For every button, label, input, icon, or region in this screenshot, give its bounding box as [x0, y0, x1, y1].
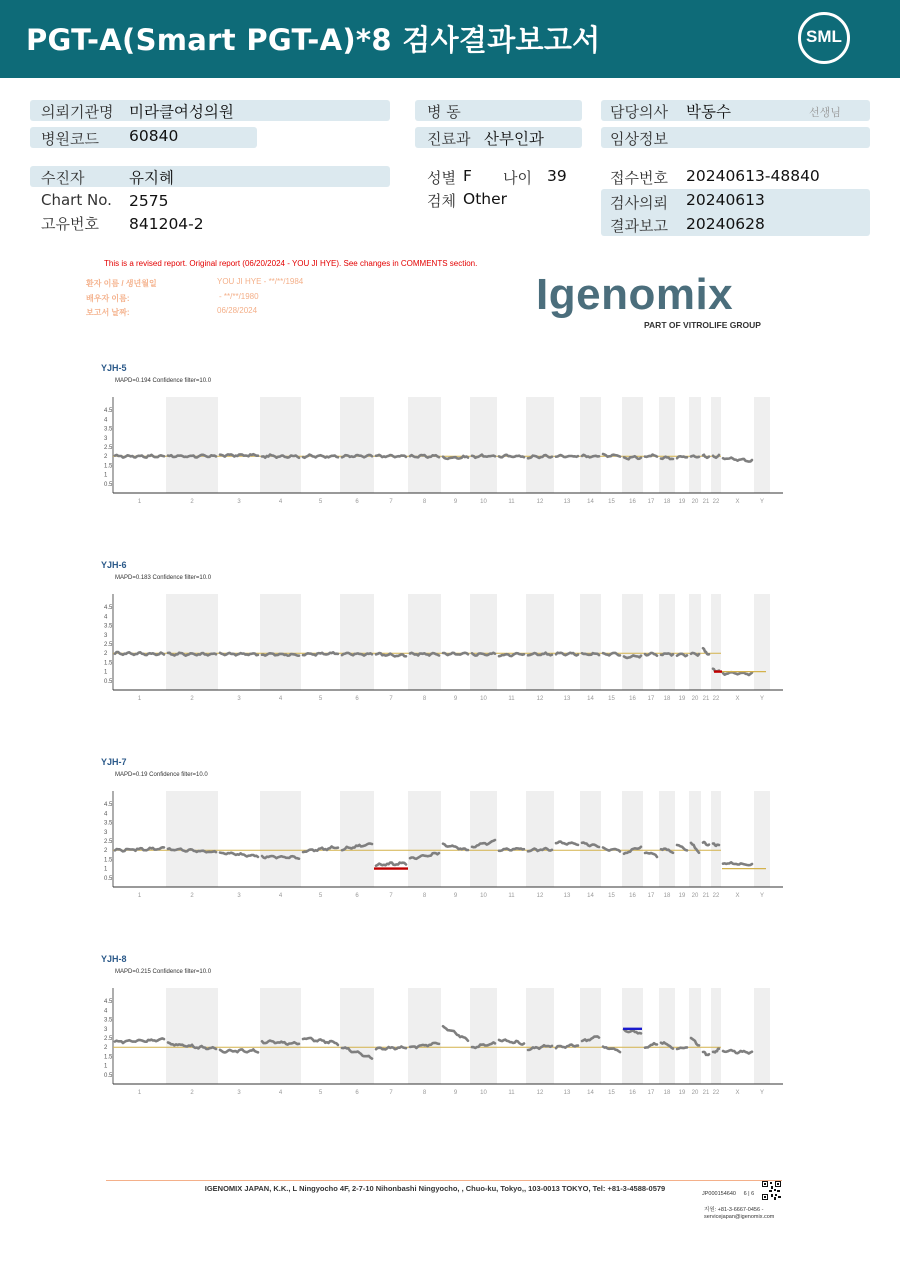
x-tick-label: 14 — [587, 893, 594, 899]
x-tick-label: 17 — [647, 696, 655, 702]
y-tick-label: 1 — [104, 472, 108, 479]
cnv-points-chr-19 — [677, 456, 687, 458]
cnv-points-chr-7 — [376, 863, 406, 866]
y-tick-label: 3 — [104, 829, 108, 836]
y-tick-label: 2 — [104, 651, 108, 658]
cnv-points-chr-11 — [499, 1040, 524, 1045]
y-tick-label: 4.5 — [104, 999, 113, 1006]
chromosome-band-6 — [340, 397, 374, 493]
x-tick-label: 11 — [508, 1090, 515, 1096]
x-tick-label: Y — [759, 893, 765, 899]
cnv-points-chr-21 — [703, 1052, 709, 1055]
y-tick-label: 2.5 — [104, 445, 113, 451]
x-tick-label: 11 — [508, 696, 515, 702]
chart-title-3: YJH-8 — [101, 954, 127, 964]
igenomix-wordmark: Igenomix — [536, 270, 734, 319]
x-tick-label: 4 — [278, 499, 283, 505]
x-tick-label: 12 — [536, 893, 544, 899]
y-tick-label: 3 — [104, 435, 108, 442]
cnv-points-chr-15 — [603, 848, 620, 852]
x-tick-label: 5 — [318, 893, 323, 899]
x-tick-label: 20 — [691, 893, 699, 899]
x-tick-label: 9 — [453, 893, 458, 899]
chromosome-band-18 — [659, 397, 675, 493]
x-tick-label: 19 — [678, 893, 686, 899]
chromosome-band-2 — [166, 988, 218, 1084]
x-tick-label: 18 — [663, 696, 671, 702]
y-tick-label: 4.5 — [104, 802, 113, 809]
footer-contact-phone: 지원: +81-3-6667-0456 - — [704, 1207, 764, 1213]
x-tick-label: Y — [759, 499, 765, 505]
chromosome-band-6 — [340, 594, 374, 690]
chromosome-band-10 — [470, 594, 497, 690]
x-tick-label: 14 — [587, 696, 594, 702]
cnv-points-chr-1 — [115, 847, 164, 851]
sml-logo-text: SML — [806, 27, 842, 46]
request-value: 20240613 — [686, 191, 765, 209]
x-tick-label: 9 — [453, 499, 458, 505]
footer-page-number: 6 | 6 — [743, 1191, 755, 1197]
x-tick-label: 6 — [355, 499, 359, 505]
x-tick-label: 12 — [536, 499, 544, 505]
qr-code-icon — [762, 1181, 781, 1200]
x-tick-label: 2 — [190, 499, 194, 505]
reception-no-label: 접수번호 — [610, 169, 668, 187]
x-tick-label: 13 — [563, 893, 571, 899]
chromosome-band-Y — [754, 988, 770, 1084]
cnv-points-chr-17 — [645, 455, 657, 457]
chromosome-band-2 — [166, 594, 218, 690]
y-tick-label: 0.5 — [104, 481, 113, 488]
chromosome-band-16 — [622, 594, 643, 690]
age-label: 나이 — [503, 169, 532, 187]
chart-subtitle-1: MAPD=0.183 Confidence filter=10.0 — [115, 575, 212, 581]
sml-logo — [798, 12, 850, 64]
chart-subtitle-3: MAPD=0.215 Confidence filter=10.0 — [115, 969, 212, 975]
x-tick-label: 16 — [629, 696, 636, 702]
x-tick-label: 8 — [422, 499, 427, 505]
x-tick-label: 17 — [647, 499, 655, 505]
footer-code — [702, 1191, 754, 1197]
x-tick-label: 2 — [190, 1090, 194, 1096]
x-tick-label: 4 — [278, 1090, 283, 1096]
report-value: 20240628 — [686, 215, 765, 233]
chromosome-band-2 — [166, 397, 218, 493]
chromosome-band-22 — [711, 397, 721, 493]
cnv-points-chr-X — [723, 672, 752, 675]
institution-value: 미라클여성의원 — [129, 103, 234, 121]
sex-label: 성별 — [427, 169, 456, 187]
x-tick-label: 18 — [663, 1090, 671, 1096]
x-tick-label: 22 — [712, 696, 720, 702]
cnv-points-chr-X — [723, 1050, 752, 1054]
y-tick-label: 0.5 — [104, 875, 113, 882]
x-tick-label: 11 — [508, 499, 515, 505]
chromosome-band-4 — [260, 594, 301, 690]
y-tick-label: 2 — [104, 1045, 108, 1052]
request-label: 검사의뢰 — [610, 194, 668, 212]
chromosome-band-12 — [526, 988, 554, 1084]
y-tick-label: 3.5 — [104, 1017, 113, 1024]
y-tick-label: 1 — [104, 669, 108, 676]
x-tick-label: 9 — [453, 696, 458, 702]
x-tick-label: 17 — [647, 1090, 655, 1096]
cnv-chart-2 — [96, 783, 796, 903]
x-tick-label: Y — [759, 1090, 765, 1096]
y-tick-label: 1.5 — [104, 463, 113, 470]
igenomix-logo — [536, 270, 786, 336]
y-tick-label: 4.5 — [104, 605, 113, 612]
chart-title-0: YJH-5 — [101, 363, 127, 373]
y-tick-label: 2 — [104, 848, 108, 855]
cnv-points-chr-21 — [703, 455, 709, 458]
y-tick-label: 4 — [104, 1008, 108, 1015]
x-tick-label: 6 — [355, 1090, 359, 1096]
cnv-points-chr-19 — [677, 845, 687, 850]
x-tick-label: 21 — [702, 1090, 710, 1096]
chromosome-band-12 — [526, 397, 554, 493]
report-label: 결과보고 — [610, 217, 668, 235]
y-tick-label: 0.5 — [104, 678, 113, 685]
footer-divider — [106, 1180, 782, 1181]
y-tick-label: 3 — [104, 632, 108, 639]
y-tick-label: 3.5 — [104, 426, 113, 433]
partner-value: - **/**/1980 — [219, 292, 259, 301]
x-tick-label: 15 — [608, 696, 615, 702]
cnv-points-chr-1 — [115, 652, 164, 655]
x-tick-label: 16 — [629, 893, 636, 899]
x-tick-label: 5 — [318, 499, 323, 505]
examinee-label: 수진자 — [41, 169, 85, 187]
cnv-points-chr-21 — [703, 842, 709, 845]
x-tick-label: 6 — [355, 696, 359, 702]
y-tick-label: 2.5 — [104, 839, 113, 845]
y-tick-label: 3 — [104, 1026, 108, 1033]
chromosome-band-8 — [408, 988, 441, 1084]
chromosome-band-18 — [659, 791, 675, 887]
y-tick-label: 0.5 — [104, 1072, 113, 1079]
specimen-label: 검체 — [427, 192, 456, 210]
y-tick-label: 1.5 — [104, 660, 113, 667]
x-tick-label: 15 — [608, 893, 615, 899]
unique-no-label: 고유번호 — [41, 215, 99, 233]
y-tick-label: 1.5 — [104, 857, 113, 864]
x-tick-label: 8 — [422, 1090, 427, 1096]
chromosome-band-20 — [689, 988, 701, 1084]
y-tick-label: 1 — [104, 1063, 108, 1070]
doctor-value: 박동수 — [686, 103, 731, 121]
unique-no-value: 841204-2 — [129, 215, 204, 233]
chromosome-band-10 — [470, 988, 497, 1084]
doctor-label: 담당의사 — [610, 103, 668, 121]
reception-no-value: 20240613-48840 — [686, 167, 820, 185]
chromosome-band-22 — [711, 594, 721, 690]
x-tick-label: 16 — [629, 499, 636, 505]
y-tick-label: 4 — [104, 614, 108, 621]
cnv-points-chr-5 — [303, 455, 338, 458]
y-tick-label: 1.5 — [104, 1054, 113, 1061]
chart-no-value: 2575 — [129, 192, 169, 210]
cnv-points-chr-3 — [220, 853, 258, 857]
specimen-value: Other — [463, 190, 508, 208]
institution-label: 의뢰기관명 — [41, 103, 114, 121]
x-tick-label: 21 — [702, 893, 710, 899]
x-tick-label: 5 — [318, 1090, 323, 1096]
chromosome-band-16 — [622, 791, 643, 887]
cnv-points-chr-5 — [303, 1038, 338, 1045]
x-tick-label: 18 — [663, 499, 671, 505]
patient-name-value: YOU JI HYE - **/**/1984 — [217, 277, 304, 286]
x-tick-label: 2 — [190, 893, 194, 899]
x-tick-label: 20 — [691, 696, 699, 702]
cnv-points-chr-9 — [443, 844, 468, 850]
chart-subtitle-0: MAPD=0.194 Confidence filter=10.0 — [115, 378, 212, 384]
y-tick-label: 2 — [104, 454, 108, 461]
chromosome-band-8 — [408, 594, 441, 690]
cnv-points-chr-17 — [645, 853, 657, 857]
x-tick-label: X — [735, 893, 740, 899]
chart-no-label: Chart No. — [41, 191, 112, 209]
cnv-points-chr-5 — [303, 847, 338, 853]
x-tick-label: 7 — [389, 893, 393, 899]
x-tick-label: 19 — [678, 696, 686, 702]
x-tick-label: 15 — [608, 1090, 615, 1096]
department-value: 산부인과 — [484, 130, 544, 148]
footer-address: IGENOMIX JAPAN, K.K., L Ningyocho 4F, 2-7-10 Nihonbashi Ningyocho, , Chuo-ku, Tokyo,, 103-0013 TOKYO, Tel: +81-3-4588-0579 — [204, 1184, 666, 1193]
x-tick-label: 10 — [480, 696, 487, 702]
chromosome-band-14 — [580, 594, 601, 690]
cnv-points-chr-13 — [556, 653, 578, 656]
x-tick-label: 9 — [453, 1090, 458, 1096]
department-label: 진료과 — [427, 130, 471, 148]
x-tick-label: 14 — [587, 1090, 594, 1096]
x-tick-label: 10 — [480, 893, 487, 899]
x-tick-label: 12 — [536, 696, 544, 702]
chromosome-band-18 — [659, 988, 675, 1084]
report-date-label: 보고서 날짜: — [86, 308, 130, 317]
x-tick-label: 3 — [237, 696, 241, 702]
chromosome-band-12 — [526, 594, 554, 690]
y-tick-label: 2.5 — [104, 1036, 113, 1042]
cnv-points-chr-13 — [556, 842, 578, 845]
cnv-points-chr-X — [723, 862, 752, 865]
cnv-points-chr-1 — [115, 1038, 164, 1043]
y-tick-label: 4 — [104, 811, 108, 818]
x-tick-label: 10 — [480, 499, 487, 505]
x-tick-label: 18 — [663, 893, 671, 899]
chromosome-band-14 — [580, 791, 601, 887]
x-tick-label: 8 — [422, 696, 427, 702]
hospital-code-value: 60840 — [129, 127, 179, 145]
x-tick-label: 3 — [237, 499, 241, 505]
cnv-points-chr-19 — [677, 1047, 687, 1049]
igenomix-tagline: PART OF VITROLIFE GROUP — [644, 320, 761, 330]
chromosome-band-10 — [470, 791, 497, 887]
x-tick-label: 5 — [318, 696, 323, 702]
chromosome-band-6 — [340, 988, 374, 1084]
x-tick-label: 6 — [355, 893, 359, 899]
chromosome-band-2 — [166, 791, 218, 887]
chromosome-band-16 — [622, 397, 643, 493]
y-tick-label: 4.5 — [104, 408, 113, 415]
cnv-points-chr-X — [723, 458, 752, 462]
y-tick-label: 4 — [104, 417, 108, 424]
ward-label: 병 동 — [427, 103, 461, 121]
x-tick-label: 3 — [237, 1090, 241, 1096]
x-tick-label: 15 — [608, 499, 615, 505]
chromosome-band-20 — [689, 791, 701, 887]
x-tick-label: 19 — [678, 499, 686, 505]
x-tick-label: 1 — [137, 499, 142, 505]
x-tick-label: X — [735, 696, 740, 702]
chromosome-band-Y — [754, 397, 770, 493]
x-tick-label: X — [735, 1090, 740, 1096]
x-tick-label: 13 — [563, 1090, 571, 1096]
x-tick-label: 7 — [389, 499, 393, 505]
y-tick-label: 3.5 — [104, 820, 113, 827]
report-title: PGT-A(Smart PGT-A)*8 검사결과보고서 — [26, 23, 601, 57]
chromosome-band-8 — [408, 397, 441, 493]
clinical-info-label: 임상정보 — [610, 130, 668, 148]
chromosome-band-12 — [526, 791, 554, 887]
cnv-points-chr-19 — [677, 654, 687, 656]
x-tick-label: 7 — [389, 1090, 393, 1096]
x-tick-label: 13 — [563, 696, 571, 702]
cnv-points-chr-7 — [376, 455, 406, 457]
chromosome-band-16 — [622, 988, 643, 1084]
x-tick-label: 22 — [712, 893, 720, 899]
chromosome-band-10 — [470, 397, 497, 493]
chromosome-band-8 — [408, 791, 441, 887]
x-tick-label: 19 — [678, 1090, 686, 1096]
chart-title-2: YJH-7 — [101, 757, 127, 767]
x-tick-label: 21 — [702, 499, 710, 505]
x-tick-label: Y — [759, 696, 765, 702]
chart-title-1: YJH-6 — [101, 560, 127, 570]
doctor-suffix: 선생님 — [809, 106, 841, 119]
x-tick-label: 3 — [237, 893, 241, 899]
x-tick-label: 21 — [702, 696, 710, 702]
x-tick-label: 4 — [278, 893, 283, 899]
chromosome-band-22 — [711, 791, 721, 887]
footer-report-code: JP000154640 — [702, 1191, 736, 1197]
x-tick-label: 11 — [508, 893, 515, 899]
cnv-points-chr-15 — [603, 653, 620, 656]
examinee-value: 유지혜 — [129, 169, 174, 187]
cnv-points-chr-7 — [376, 653, 406, 656]
x-tick-label: 1 — [137, 1090, 142, 1096]
x-tick-label: 13 — [563, 499, 571, 505]
chromosome-band-14 — [580, 397, 601, 493]
cnv-points-chr-13 — [556, 455, 578, 457]
footer-contact — [704, 1207, 774, 1221]
revised-note: This is a revised report. Original report (06/20/2024 - YOU JI HYE). See changes in COMMENTS section. — [104, 259, 478, 268]
y-tick-label: 3.5 — [104, 623, 113, 630]
cnv-points-chr-20 — [691, 456, 699, 458]
report-header — [0, 0, 900, 78]
x-tick-label: 2 — [190, 696, 194, 702]
report-date-value: 06/28/2024 — [217, 306, 258, 315]
chromosome-band-18 — [659, 594, 675, 690]
hospital-code-label: 병원코드 — [41, 130, 99, 148]
cnv-chart-1 — [96, 586, 796, 706]
x-tick-label: 22 — [712, 499, 720, 505]
sex-value: F — [463, 167, 472, 185]
chromosome-band-4 — [260, 397, 301, 493]
x-tick-label: X — [735, 499, 740, 505]
x-tick-label: 14 — [587, 499, 594, 505]
x-tick-label: 10 — [480, 1090, 487, 1096]
x-tick-label: 20 — [691, 1090, 699, 1096]
chart-subtitle-2: MAPD=0.19 Confidence filter=10.0 — [115, 772, 208, 778]
cnv-points-chr-15 — [603, 454, 620, 457]
chromosome-band-20 — [689, 594, 701, 690]
chromosome-band-4 — [260, 988, 301, 1084]
cnv-points-chr-5 — [303, 652, 338, 655]
x-tick-label: 7 — [389, 696, 393, 702]
cnv-points-chr-7 — [376, 1047, 406, 1050]
y-tick-label: 1 — [104, 866, 108, 873]
chromosome-band-20 — [689, 397, 701, 493]
age-value: 39 — [547, 167, 567, 185]
chromosome-band-Y — [754, 594, 770, 690]
x-tick-label: 1 — [137, 893, 142, 899]
cnv-points-chr-3 — [220, 1049, 258, 1052]
x-tick-label: 1 — [137, 696, 142, 702]
x-tick-label: 20 — [691, 499, 699, 505]
chromosome-band-6 — [340, 791, 374, 887]
partner-label: 배우자 이름: — [86, 294, 130, 303]
footer-contact-email: servicejapan@igenomix.com — [704, 1214, 775, 1220]
x-tick-label: 12 — [536, 1090, 544, 1096]
cnv-points-chr-11 — [499, 455, 524, 458]
cnv-points-chr-9 — [443, 653, 468, 655]
x-tick-label: 4 — [278, 696, 283, 702]
chromosome-band-22 — [711, 988, 721, 1084]
cnv-points-chr-9 — [443, 1026, 468, 1041]
y-tick-label: 2.5 — [104, 642, 113, 648]
patient-name-label: 환자 이름 / 생년월일 — [86, 279, 157, 288]
cnv-chart-0 — [96, 389, 796, 509]
chromosome-band-Y — [754, 791, 770, 887]
x-tick-label: 16 — [629, 1090, 636, 1096]
cnv-points-chr-1 — [115, 455, 164, 458]
cnv-chart-3 — [96, 980, 796, 1100]
chromosome-band-4 — [260, 791, 301, 887]
x-tick-label: 8 — [422, 893, 427, 899]
x-tick-label: 17 — [647, 893, 655, 899]
x-tick-label: 22 — [712, 1090, 720, 1096]
